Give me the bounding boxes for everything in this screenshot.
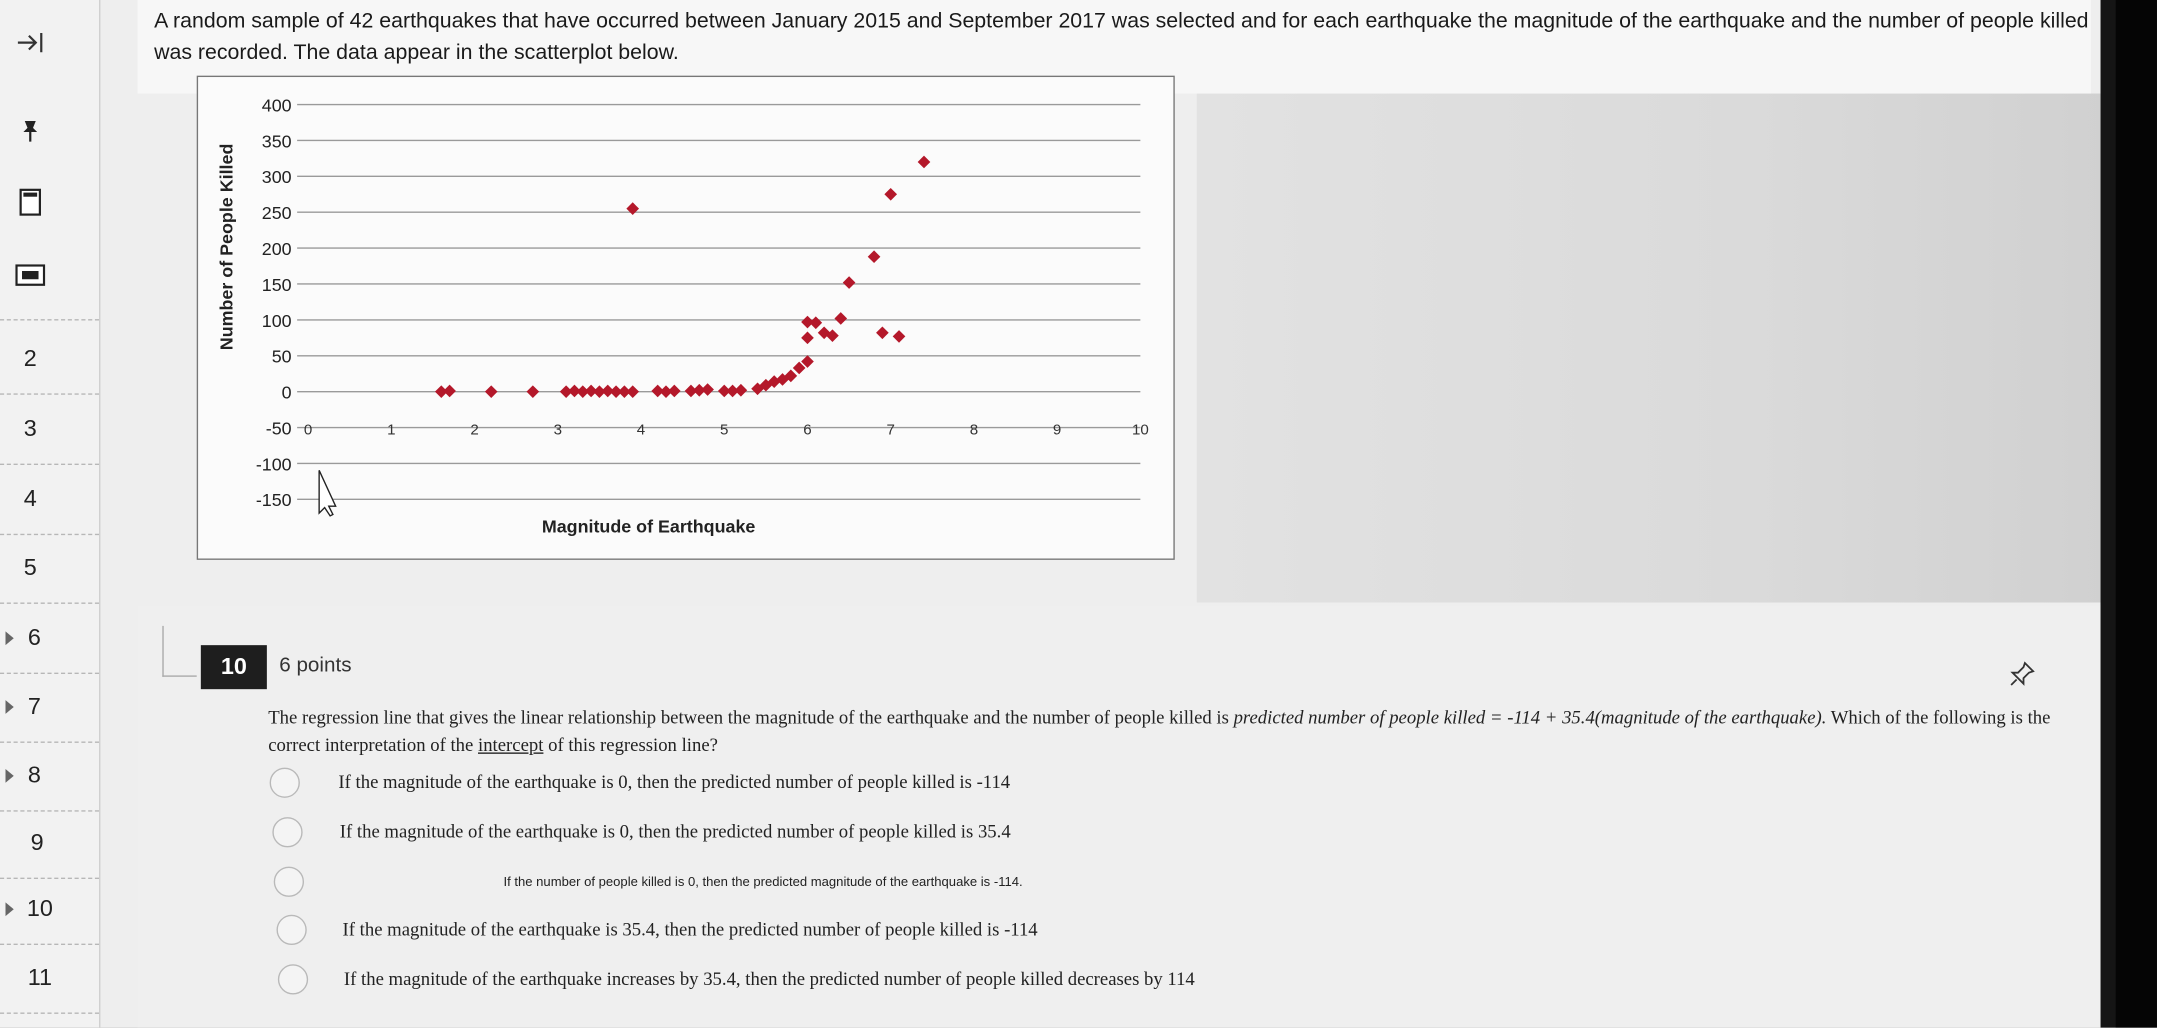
y-tick-label: -150	[255, 490, 292, 511]
radio-button[interactable]	[272, 817, 302, 847]
nav-item-10[interactable]	[0, 875, 99, 945]
option-label: If the magnitude of the earthquake is 0, then the predicted number of people killed is 35.4	[339, 821, 1011, 842]
data-point	[876, 326, 889, 339]
question-number: 10	[201, 645, 267, 689]
question-nav	[0, 0, 100, 1028]
data-point	[801, 332, 814, 345]
nav-item-marker	[6, 631, 14, 645]
answer-option-1[interactable]	[270, 768, 1011, 798]
x-tick-label: 2	[470, 421, 479, 439]
mouse-cursor-icon	[319, 470, 336, 516]
y-tick-label: 350	[261, 131, 292, 152]
question-points: 6 points	[279, 653, 352, 677]
nav-item-3[interactable]	[0, 395, 99, 465]
nav-item-2[interactable]	[0, 325, 99, 395]
nav-item-marker	[6, 700, 14, 714]
x-tick-label: 3	[553, 421, 563, 439]
nav-item-label: 11	[27, 964, 53, 991]
data-point	[884, 188, 897, 201]
pin-question-icon[interactable]	[2008, 660, 2036, 688]
x-tick-label: 0	[303, 421, 313, 439]
y-tick-label: 300	[261, 167, 292, 188]
option-label: If the magnitude of the earthquake is 0, then the predicted number of people killed is -114	[338, 771, 1011, 793]
x-tick-label: 9	[1052, 421, 1062, 439]
bookmark-icon[interactable]	[0, 187, 61, 217]
x-axis-label: Magnitude of Earthquake	[541, 516, 756, 537]
answer-option-3[interactable]	[274, 867, 1023, 897]
nav-item-label: 2	[23, 345, 37, 372]
data-point	[626, 202, 639, 215]
nav-item-label: 6	[27, 624, 41, 651]
nav-item-9[interactable]	[0, 809, 99, 879]
data-point	[735, 384, 748, 397]
calculator-icon[interactable]	[0, 264, 61, 286]
nav-item-label: 8	[27, 762, 41, 789]
x-tick-label: 5	[720, 421, 729, 439]
y-tick-label: -100	[255, 454, 292, 475]
y-tick-label: 400	[261, 95, 292, 116]
nav-item-4[interactable]	[0, 465, 99, 535]
nav-item-label: 4	[23, 485, 37, 512]
data-point	[485, 385, 498, 398]
option-label: If the magnitude of the earthquake is 35.4, then the predicted number of people killed is -114	[342, 918, 1038, 940]
nav-item-label: 9	[30, 829, 44, 856]
nav-item-label: 7	[27, 693, 41, 720]
question-text	[268, 704, 2056, 759]
y-tick-label: 200	[261, 238, 292, 259]
answer-option-4[interactable]	[276, 915, 1037, 945]
nav-item-5[interactable]	[0, 534, 99, 604]
question-text-before: The regression line that gives the linear relationship between the magnitude of the earthquake and the number of people killed is	[268, 707, 1234, 728]
data-point	[801, 316, 814, 329]
answer-option-2[interactable]	[272, 817, 1010, 847]
data-point	[834, 312, 847, 325]
question-text-after: Which of the following is the correct interpretation of the	[268, 707, 2051, 756]
nav-item-11[interactable]	[0, 944, 99, 1014]
y-tick-label: 0	[281, 382, 292, 403]
scatterplot-chart	[197, 76, 1175, 560]
y-tick-label: -50	[265, 418, 292, 439]
data-point	[893, 330, 906, 343]
data-point	[527, 385, 540, 398]
y-tick-label: 100	[261, 310, 292, 331]
x-tick-label: 10	[1131, 421, 1149, 439]
data-point	[868, 250, 881, 263]
y-tick-label: 50	[271, 346, 292, 367]
scatterplot-svg	[198, 77, 1173, 558]
nav-item-label: 3	[23, 415, 37, 442]
y-tick-label: 250	[261, 203, 292, 224]
data-point	[626, 385, 639, 398]
x-tick-label: 1	[387, 421, 396, 439]
pin-icon[interactable]	[0, 118, 61, 143]
option-label: If the magnitude of the earthquake increases by 35.4, then the predicted number of people killed decreases by 114	[343, 968, 1195, 990]
y-axis-label: Number of People Killed	[216, 143, 237, 351]
regression-equation: predicted number of people killed = -114 + 35.4(magnitude of the earthquake).	[1233, 707, 1827, 728]
nav-divider	[0, 319, 99, 320]
answer-option-5[interactable]	[278, 964, 1195, 994]
y-tick-label: 150	[261, 274, 292, 295]
nav-item-6[interactable]	[0, 604, 99, 674]
nav-item-label: 5	[23, 554, 37, 581]
option-label: If the number of people killed is 0, then the predicted magnitude of the earthquake is -114.	[503, 874, 1023, 890]
intercept-word: intercept	[477, 734, 544, 756]
data-point	[668, 385, 681, 398]
x-tick-label: 8	[969, 421, 979, 439]
radio-button[interactable]	[276, 915, 306, 945]
x-tick-label: 7	[886, 421, 895, 439]
nav-item-8[interactable]	[0, 741, 99, 811]
data-point	[918, 156, 931, 169]
radio-button[interactable]	[278, 964, 308, 994]
window-edge-dark	[2116, 0, 2157, 1028]
radio-button[interactable]	[270, 768, 300, 798]
data-point	[843, 276, 856, 289]
nav-item-7[interactable]	[0, 673, 99, 743]
radio-button[interactable]	[274, 867, 304, 897]
question-text-end: of this regression line?	[543, 734, 718, 756]
intro-text: A random sample of 42 earthquakes that have occurred between January 2015 and September 2017 was selected and for each earthquake the magnitude of the earthquake and the number of people killed was recorded. The data appear in the scatterplot below.	[154, 9, 2089, 65]
collapse-arrow-icon[interactable]	[0, 30, 61, 55]
nav-item-marker	[6, 902, 14, 916]
data-point	[443, 385, 456, 398]
nav-item-label: 10	[26, 895, 53, 922]
background-shadow	[1197, 94, 2116, 603]
data-point	[701, 383, 714, 396]
x-tick-label: 4	[636, 421, 646, 439]
x-tick-label: 6	[803, 421, 812, 439]
nav-item-marker	[6, 769, 14, 783]
question-bracket	[162, 626, 196, 677]
